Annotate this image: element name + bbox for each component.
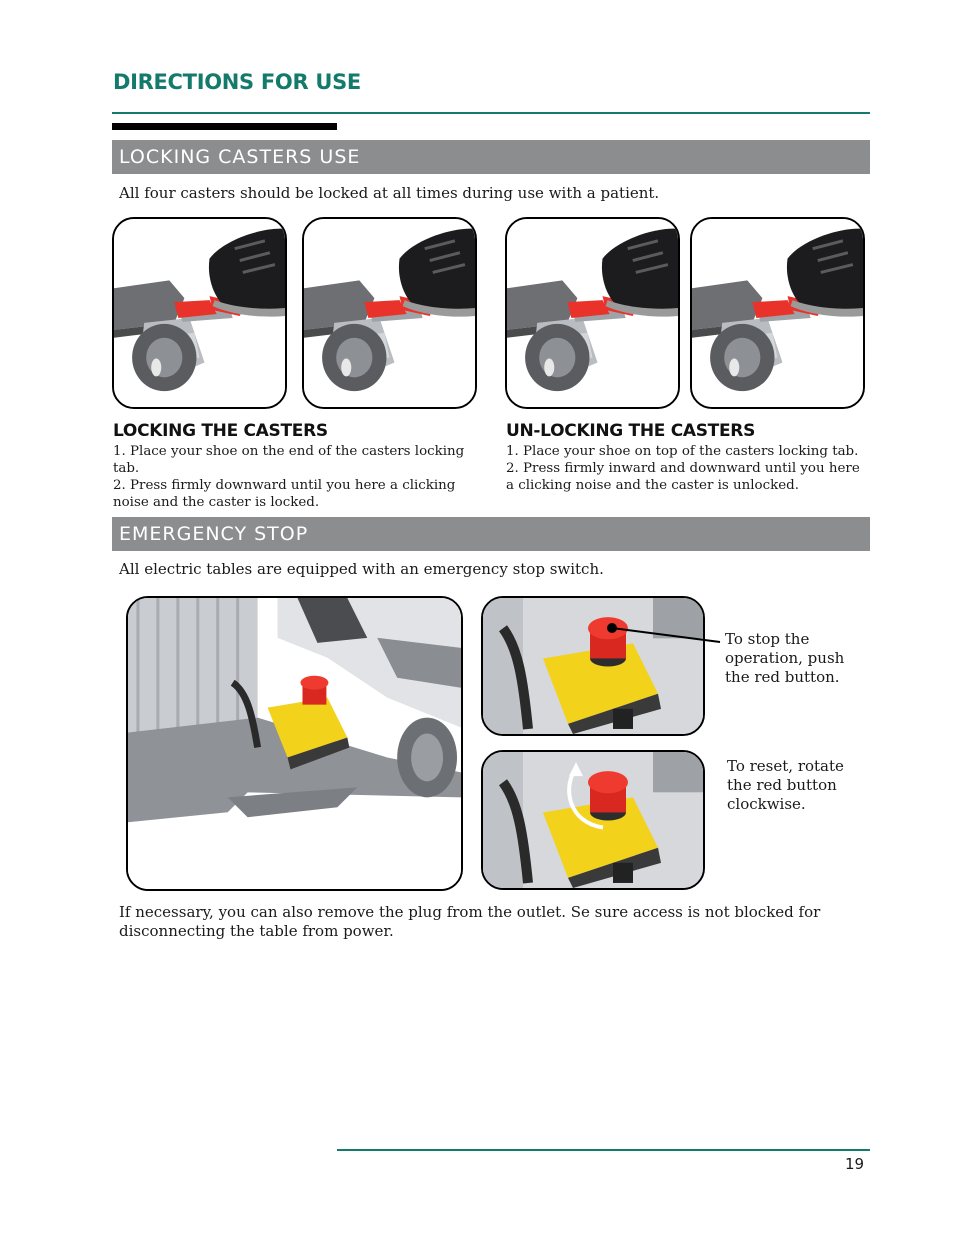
caster-unlock-photo-1 xyxy=(505,217,680,409)
caster-lock-photo-2 xyxy=(302,217,477,409)
unlocking-steps xyxy=(506,443,861,494)
stop-caption: To stop the operation, push the red button. xyxy=(725,630,845,686)
callout-leader-line xyxy=(600,620,725,650)
locking-subtitle: LOCKING THE CASTERS xyxy=(113,421,328,441)
locking-steps xyxy=(113,443,483,511)
reset-caption: To reset, rotate the red button clockwise. xyxy=(727,757,844,813)
footer-divider xyxy=(337,1149,870,1151)
estop-reset-photo xyxy=(481,750,705,890)
title-divider xyxy=(112,112,870,114)
accent-bar xyxy=(112,123,337,130)
unlocking-subtitle: UN-LOCKING THE CASTERS xyxy=(506,421,756,441)
unlocking-step-1: 1. Place your shoe on top of the casters locking tab. xyxy=(506,444,859,459)
estop-push-photo xyxy=(481,596,705,736)
caster-lock-photo-1 xyxy=(112,217,287,409)
emergency-outro: If necessary, you can also remove the plug from the outlet. Se sure access is not blocked for disconnecting the table from power. xyxy=(119,903,821,940)
locking-step-1: 1. Place your shoe on the end of the casters locking tab. xyxy=(113,444,465,476)
section-header-locking-casters: LOCKING CASTERS USE xyxy=(112,140,870,174)
page-title: DIRECTIONS FOR USE xyxy=(113,70,361,94)
unlocking-step-2: 2. Press firmly inward and downward until you here a clicking noise and the caster is unlocked. xyxy=(506,461,860,493)
emergency-intro: All electric tables are equipped with an emergency stop switch. xyxy=(119,560,604,578)
page-number: 19 xyxy=(845,1155,865,1173)
section-header-emergency-stop: EMERGENCY STOP xyxy=(112,517,870,551)
caster-unlock-photo-2 xyxy=(690,217,865,409)
locking-step-2: 2. Press firmly downward until you here a clicking noise and the caster is locked. xyxy=(113,478,456,510)
locking-intro: All four casters should be locked at all times during use with a patient. xyxy=(119,184,660,202)
table-estop-photo xyxy=(126,596,463,891)
